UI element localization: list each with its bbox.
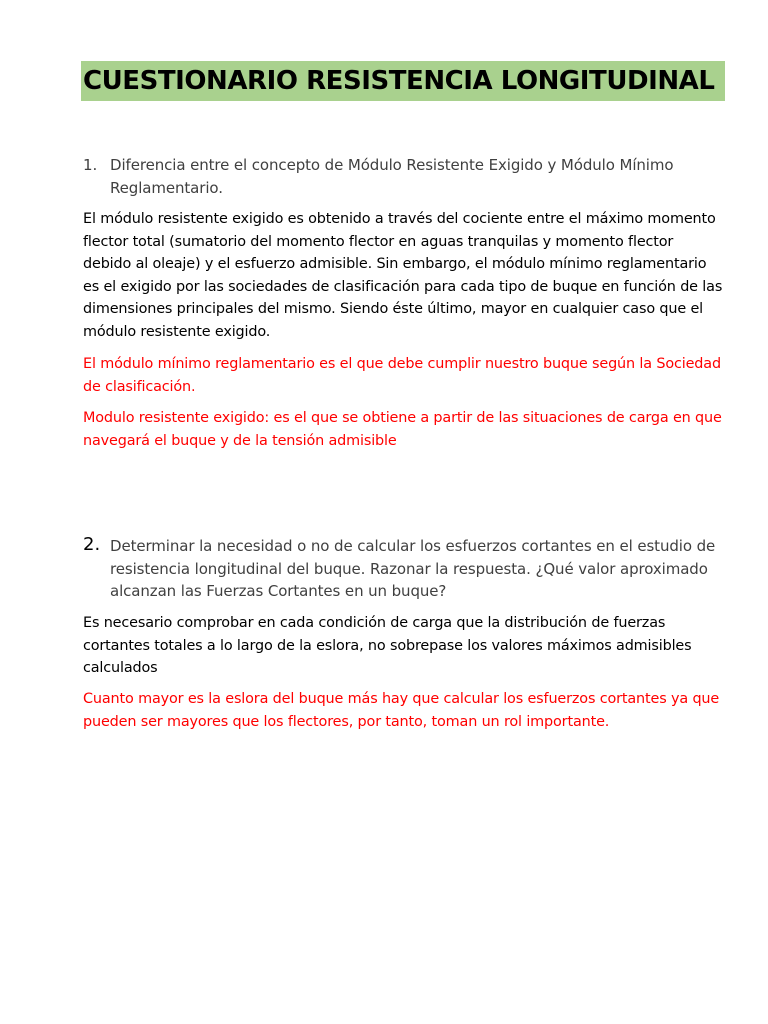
answer-2: Es necesario comprobar en cada condición de carga que la distribución de fuerzas cortantes totales a lo largo de la eslora, no sobrepase los valores máximos admisibles calculados	[83, 615, 692, 676]
note-1-1: El módulo mínimo reglamentario es el que debe cumplir nuestro buque según la Sociedad de clasificación.	[83, 356, 721, 395]
question-text-1: Diferencia entre el concepto de Módulo Resistente Exigido y Módulo Mínimo Reglamentario.	[110, 156, 674, 197]
question-number-2: 2.	[83, 534, 101, 555]
question-number-1: 1.	[83, 156, 98, 174]
document-title: CUESTIONARIO RESISTENCIA LONGITUDINAL	[83, 66, 715, 96]
question-text-2: Determinar la necesidad o no de calcular los esfuerzos cortantes en el estudio de resistencia longitudinal del buque. Razonar la respuesta. ¿Qué valor aproximado alcanzan las Fuerzas Cortantes en un buque?	[110, 537, 716, 600]
note-1-2: Modulo resistente exigido: es el que se obtiene a partir de las situaciones de carga en que navegará el buque y de la tensión admisible	[83, 410, 722, 449]
note-2-1: Cuanto mayor es la eslora del buque más hay que calcular los esfuerzos cortantes ya que pueden ser mayores que los flectores, por tanto, toman un rol importante.	[83, 691, 720, 730]
answer-1: El módulo resistente exigido es obtenido a través del cociente entre el máximo momento flector total (sumatorio del momento flector en aguas tranquilas y momento flector debido al oleaje) y el esfuerzo admisible. Sin embargo, el módulo mínimo reglamentario es el exigido por las sociedades de clasificación para cada tipo de buque en función de las dimensiones principales del mismo. Siendo éste último, mayor en cualquier caso que el módulo resistente exigido.	[83, 211, 723, 340]
